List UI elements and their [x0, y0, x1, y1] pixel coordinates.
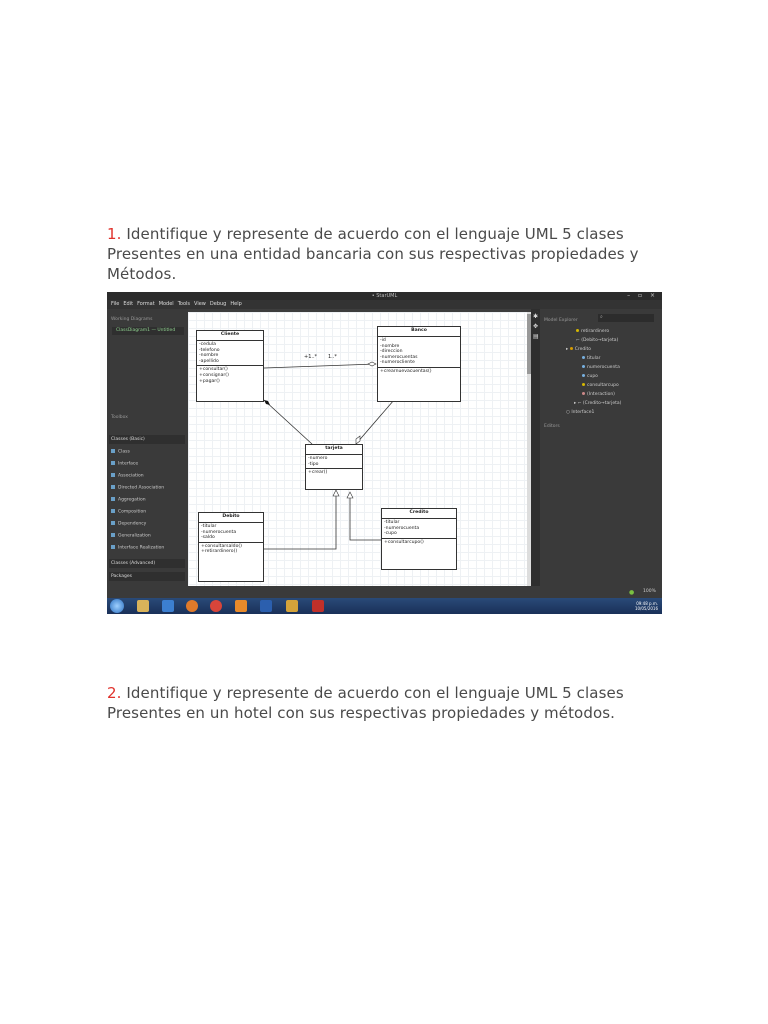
question-2-text: Identifique y represente de acuerdo con el lenguaje UML 5 clases Presentes en un hotel con sus respectivas propiedades y métodos.	[107, 684, 624, 722]
class-name: Debito	[199, 513, 263, 523]
window-controls[interactable]: – ▫ ×	[627, 292, 658, 299]
explorer-item-label: titular	[587, 356, 601, 361]
tool-dependency[interactable]	[111, 521, 146, 527]
link-icon: ⌐	[576, 338, 582, 343]
operations	[199, 543, 263, 556]
attributes	[306, 455, 362, 469]
attr: -nombre	[380, 343, 400, 349]
operation-icon	[582, 383, 585, 386]
composition-icon	[111, 509, 115, 513]
question-1	[107, 224, 667, 284]
op: +consultar()	[199, 367, 228, 373]
directed-association-icon	[111, 485, 115, 489]
menu-model[interactable]: Model	[158, 301, 174, 307]
explorer-item[interactable]	[582, 374, 598, 379]
class-name: Cliente	[197, 331, 263, 341]
tool-interface-label: Interface	[118, 461, 139, 467]
aggregation-diamond	[368, 362, 376, 366]
op: +pagar()	[199, 378, 220, 384]
attr: -numerocuenta	[201, 529, 237, 535]
compass-icon[interactable]: ✥	[533, 323, 539, 330]
attr: -titular	[201, 524, 217, 529]
menu-tools[interactable]: Tools	[177, 301, 191, 307]
attr: -numerocuentas	[380, 354, 418, 360]
class-name: Credito	[382, 509, 456, 519]
diagram-item[interactable]	[112, 327, 184, 335]
clock-time: 09:48 p.m.	[636, 601, 658, 606]
menu-view[interactable]: View	[194, 301, 206, 307]
explorer-item-label: (Credito→tarjeta)	[582, 401, 622, 406]
explorer-item-label: consultarcupo	[587, 383, 619, 388]
zoom-level[interactable]: 100%	[643, 589, 656, 594]
puzzle-icon[interactable]: ✱	[533, 313, 539, 320]
interaction-icon	[582, 392, 585, 395]
left-pane	[107, 309, 188, 602]
interface-realization-icon	[111, 545, 115, 549]
tool-interface-realization-label: Interface Realization	[118, 545, 165, 551]
multiplicity-right: 1..*	[328, 354, 337, 360]
question-2-number: 2.	[107, 684, 122, 702]
op: +crearnuevacuentas()	[380, 368, 432, 374]
tool-class-label: Class	[118, 449, 130, 455]
expand-icon: ▸ ⌐	[574, 401, 583, 406]
question-2	[107, 683, 667, 723]
aggregation-line	[356, 400, 394, 444]
firefox-icon[interactable]	[186, 600, 198, 612]
attributes	[382, 519, 456, 539]
explorer-item-label: retirardinero	[581, 329, 610, 334]
attributes	[378, 337, 460, 368]
explorer-search-input[interactable]	[598, 314, 654, 322]
check-icon: ●	[629, 589, 635, 596]
explorer-item-label: (Interaction)	[587, 392, 615, 397]
association-line	[264, 364, 376, 368]
tool-association-label: Association	[118, 473, 144, 479]
window-title: • StarUML	[371, 293, 398, 299]
explorer-item[interactable]	[582, 383, 619, 388]
media-player-icon[interactable]	[235, 600, 247, 612]
attr: -telefono	[199, 347, 220, 353]
generalization-icon	[111, 533, 115, 537]
aggregation-diamond-2	[356, 436, 360, 444]
menu-debug[interactable]: Debug	[209, 301, 227, 307]
menu-file[interactable]: File	[111, 301, 120, 307]
class-icon	[111, 449, 115, 453]
class-icon	[570, 347, 573, 350]
word-icon[interactable]	[260, 600, 272, 612]
tool-generalization[interactable]	[111, 533, 151, 539]
explorer-item-label: Interface1	[571, 410, 595, 415]
editors-heading: Editors	[544, 424, 560, 429]
file-explorer-icon[interactable]	[137, 600, 149, 612]
attribute-icon	[582, 374, 585, 377]
op: +consignar()	[199, 372, 229, 378]
explorer-item-label: cupo	[587, 374, 598, 379]
explorer-item[interactable]	[582, 356, 601, 361]
attr: -numerocliente	[380, 360, 415, 366]
class-name: Banco	[378, 327, 460, 337]
tool-aggregation[interactable]	[111, 497, 146, 503]
explorer-item[interactable]	[566, 347, 591, 352]
tool-interface-realization[interactable]	[111, 545, 164, 551]
attr: -tipo	[308, 461, 319, 467]
explorer-item[interactable]	[582, 392, 615, 397]
dependency-icon	[111, 521, 115, 525]
multiplicity-left: +1..*	[304, 354, 318, 360]
menu-help[interactable]: Help	[230, 301, 242, 307]
menu-bar	[107, 300, 662, 309]
expand-icon: ▸	[566, 347, 570, 352]
attributes	[199, 523, 263, 543]
right-toolbar	[531, 309, 540, 588]
question-1-text: Identifique y represente de acuerdo con el lenguaje UML 5 clases Presentes en una entidad bancaria con sus respectivas propiedades y Métodos.	[107, 225, 639, 283]
menu-format[interactable]: Format	[137, 301, 155, 307]
attr: -nombre	[199, 353, 219, 359]
explorer-item[interactable]	[576, 329, 609, 334]
windows-taskbar	[107, 598, 662, 614]
staruml-screenshot	[107, 292, 662, 614]
op: +retirardinero()	[201, 549, 238, 555]
clock-date: 10/05/2016	[634, 606, 658, 611]
tool-association[interactable]	[111, 473, 144, 479]
staruml-icon[interactable]	[286, 600, 298, 612]
toolbox-heading: Toolbox	[111, 415, 128, 420]
operations	[306, 469, 362, 477]
composition-diamond	[264, 400, 270, 405]
menu-edit[interactable]: Edit	[123, 301, 134, 307]
tool-dependency-label: Dependency	[118, 521, 147, 527]
operation-icon	[576, 329, 579, 332]
diagram-item-label: ClassDiagram1 — Untitled	[116, 328, 176, 333]
generalization-arrow	[333, 490, 339, 496]
op: +crear()	[308, 470, 328, 476]
composition-line	[264, 400, 312, 444]
tool-directed-association[interactable]	[111, 485, 164, 491]
attr: -cupo	[384, 531, 397, 537]
class-tarjeta[interactable]	[305, 444, 363, 490]
attr: -apellido	[199, 358, 219, 364]
generalization-line-debito	[264, 496, 336, 549]
diagram-canvas[interactable]	[188, 312, 527, 586]
working-diagrams-heading: Working Diagrams	[111, 317, 153, 322]
explorer-item[interactable]	[574, 401, 621, 406]
tool-composition[interactable]	[111, 509, 146, 515]
status-bar	[107, 586, 662, 598]
attr: -titular	[384, 520, 400, 525]
operations	[382, 539, 456, 561]
attr: -direccion	[380, 349, 403, 355]
class-credito[interactable]	[381, 508, 457, 570]
explorer-item-label: numerocuenta	[587, 365, 620, 370]
tool-composition-label: Composition	[118, 509, 147, 515]
tool-section-packages[interactable]: Packages	[109, 572, 185, 581]
window-titlebar	[107, 292, 662, 300]
class-cliente[interactable]	[196, 330, 264, 402]
start-button[interactable]	[110, 599, 124, 613]
internet-explorer-icon[interactable]	[162, 600, 174, 612]
tool-generalization-label: Generalization	[118, 533, 151, 539]
class-name: tarjeta	[306, 445, 362, 455]
attr: -id	[380, 338, 386, 343]
model-explorer-heading: Model Explorer	[544, 318, 578, 323]
tool-aggregation-label: Aggregation	[118, 497, 146, 503]
attr: -saldo	[201, 535, 215, 541]
right-pane	[540, 309, 662, 588]
class-banco[interactable]	[377, 326, 461, 402]
operations	[378, 368, 460, 390]
tool-section-basic[interactable]: Classes (Basic)	[109, 435, 185, 444]
tool-interface[interactable]	[111, 461, 138, 467]
explorer-item[interactable]	[566, 410, 594, 415]
attr: -numerocuenta	[384, 525, 420, 531]
explorer-item[interactable]	[576, 338, 618, 343]
attribute-icon	[582, 365, 585, 368]
interface-icon	[111, 461, 115, 465]
attribute-icon	[582, 356, 585, 359]
op: +consultarsaldo()	[201, 543, 242, 549]
aggregation-icon	[111, 497, 115, 501]
association-icon	[111, 473, 115, 477]
chrome-icon[interactable]	[210, 600, 222, 612]
tool-section-advanced[interactable]: Classes (Advanced)	[109, 559, 185, 568]
acrobat-icon[interactable]	[312, 600, 324, 612]
operations	[197, 366, 263, 385]
tool-class[interactable]	[111, 449, 130, 455]
explorer-item[interactable]	[582, 365, 620, 370]
attr: -numero	[308, 456, 328, 461]
attributes	[197, 341, 263, 366]
explorer-item-label: Credito	[574, 347, 591, 352]
system-tray[interactable]	[635, 601, 658, 611]
search-icon: ⌕	[600, 314, 603, 320]
question-1-number: 1.	[107, 225, 122, 243]
op: +consultarcupo()	[384, 539, 424, 545]
tool-directed-association-label: Directed Association	[118, 485, 165, 491]
explorer-item-label: (Debito→tarjeta)	[581, 338, 619, 343]
attr: -cedula	[199, 342, 216, 347]
generalization-arrow-2	[347, 492, 353, 498]
properties-icon[interactable]: ▤	[533, 333, 539, 340]
interface-icon: ○	[566, 410, 572, 415]
class-debito[interactable]	[198, 512, 264, 582]
